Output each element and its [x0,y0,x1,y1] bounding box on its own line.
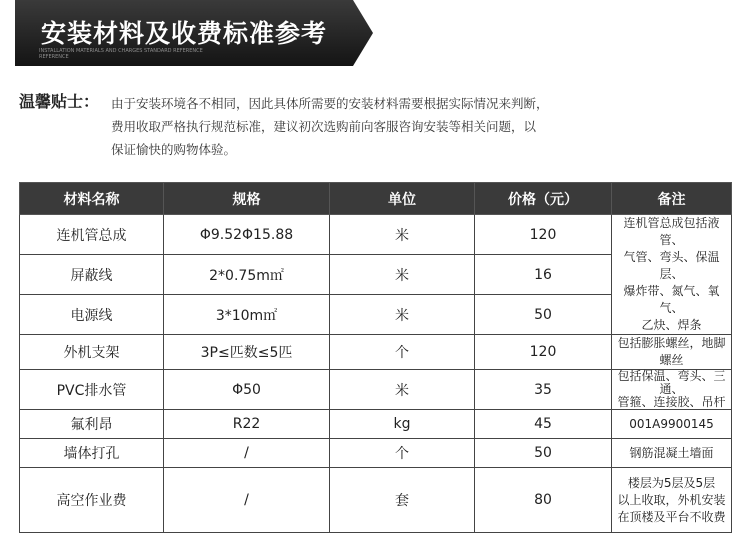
note-line: 气管、弯头、保温层、 [623,250,720,281]
banner-title: 安装材料及收费标准参考 [41,19,328,48]
section-banner [15,0,373,66]
cell-note [612,370,732,410]
cell-unit: 个 [330,439,475,468]
cell-name: 墙体打孔 [20,439,164,468]
header-unit: 单位 [330,183,475,215]
cell-price: 50 [475,439,612,468]
header-price: 价格（元） [475,183,612,215]
cell-unit: 米 [330,295,475,335]
note-line: 连机管总成包括液管、 [623,216,720,247]
cell-unit: kg [330,410,475,439]
note-line: 乙炔、焊条 [641,318,702,332]
cell-unit: 米 [330,255,475,295]
table-row [20,410,732,439]
header-spec: 规格 [164,183,330,215]
table-row [20,215,732,255]
cell-name: 外机支架 [20,335,164,370]
cell-name: 电源线 [20,295,164,335]
cell-unit: 米 [330,370,475,410]
cell-spec: / [164,439,330,468]
cell-spec: 3P≤匹数≤5匹 [164,335,330,370]
tip-line: 由于安装环境各不相同，因此具体所需要的安装材料需要根据实际情况来判断， [111,96,549,111]
note-line: 楼层为5层及5层 [627,475,716,490]
cell-unit: 个 [330,335,475,370]
cell-name: PVC排水管 [20,370,164,410]
cell-name: 屏蔽线 [20,255,164,295]
note-line: 包括保温、弯头、三通、 [617,369,726,396]
cell-name: 氟利昂 [20,410,164,439]
table-row [20,370,732,410]
cell-name: 连机管总成 [20,215,164,255]
cell-note [612,468,732,533]
table-row [20,335,732,370]
cell-unit: 米 [330,215,475,255]
table-header-row [20,183,732,215]
cell-price: 120 [475,335,612,370]
banner-subtitle-line: REFERENCE [39,54,69,60]
price-table [19,182,732,533]
cell-note: 001A9900145 [612,410,732,439]
cell-spec: Φ9.52Φ15.88 [164,215,330,255]
banner-subtitle [39,48,309,60]
cell-note: 钢筋混凝土墙面 [612,439,732,468]
cell-name: 高空作业费 [20,468,164,533]
tip-text [111,92,621,161]
tip-line: 费用收取严格执行规范标准，建议初次选购前向客服咨询安装等相关问题，以 [111,119,537,134]
cell-note: 包括膨胀螺丝，地脚螺丝 [612,335,732,370]
cell-price: 45 [475,410,612,439]
tip-label: 温馨贴士： [19,92,100,111]
note-line: 以上收取，外机安装 [617,492,726,507]
table-row [20,439,732,468]
header-material-name: 材料名称 [20,183,164,215]
cell-price: 35 [475,370,612,410]
header-note: 备注 [612,183,732,215]
note-line: 管箍、连接胶、吊杆 [617,395,726,409]
tip-line: 保证愉快的购物体验。 [111,142,237,157]
cell-spec: / [164,468,330,533]
cell-unit: 套 [330,468,475,533]
cell-price: 120 [475,215,612,255]
cell-spec: R22 [164,410,330,439]
note-line: 在顶楼及平台不收费 [617,509,726,524]
cell-spec: Φ50 [164,370,330,410]
cell-price: 80 [475,468,612,533]
cell-price: 16 [475,255,612,295]
cell-spec: 2*0.75m㎡ [164,255,330,295]
cell-note-merged [612,215,732,335]
cell-spec: 3*10m㎡ [164,295,330,335]
cell-price: 50 [475,295,612,335]
banner-subtitle-line: INSTALLATION MATERIALS AND CHARGES STANDARD REFERENCE [39,48,203,54]
table-row [20,468,732,533]
note-line: 爆炸带、氮气、氧气、 [623,284,720,315]
